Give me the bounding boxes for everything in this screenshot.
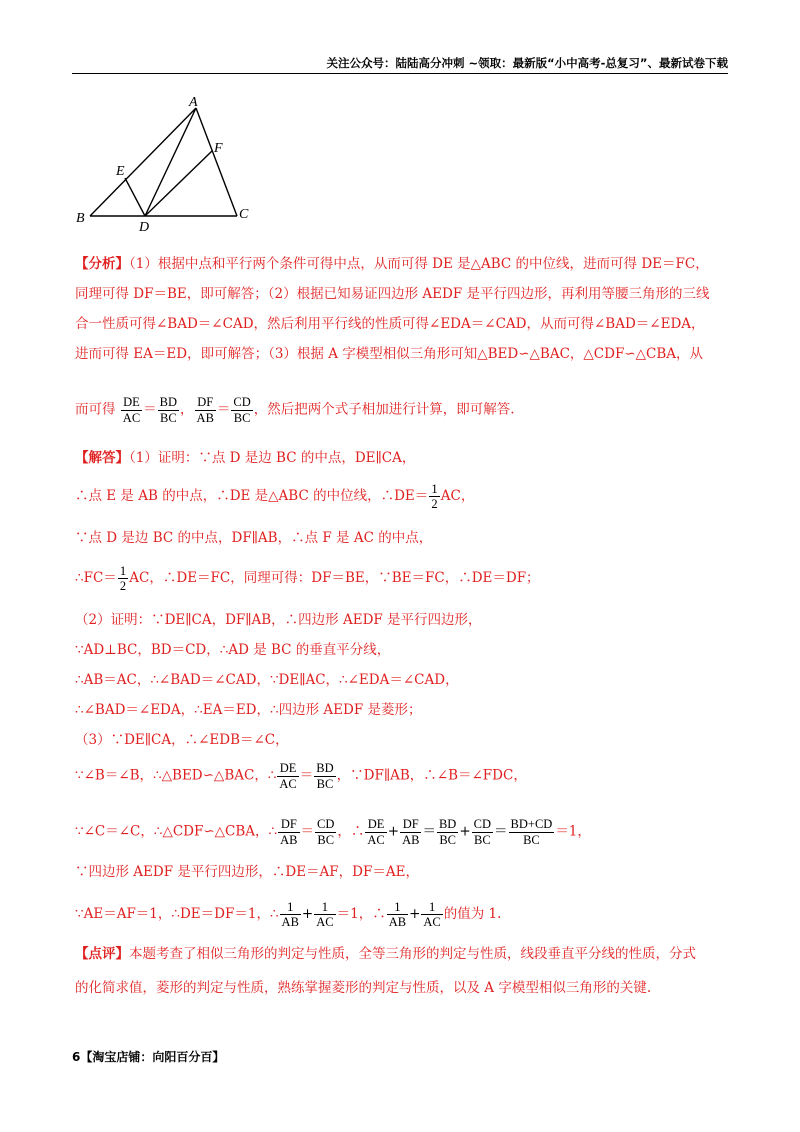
- answer-line-2: [75, 482, 474, 511]
- fraction-bd-bc: $\frac{BD}{BC}$: [438, 817, 457, 847]
- answer-text-11b: ，∴: [337, 823, 365, 840]
- fraction-cd-bc: $\frac{CD}{BC}$: [317, 817, 335, 847]
- analysis-text-5a: 而可得: [75, 401, 116, 418]
- analysis-line-1: [75, 252, 709, 272]
- fraction-one-half: $\frac{1}{2}$: [119, 563, 127, 593]
- answer-text-4a: ∴FC＝: [75, 569, 117, 586]
- fraction-bd-bc: $\frac{BD}{BC}$: [159, 395, 178, 425]
- answer-line-8: ∴∠BAD＝∠EDA，∴EA＝ED，∴四边形 AEDF 是菱形；: [75, 702, 422, 718]
- answer-text-13b: ＝1，∴: [336, 905, 386, 922]
- equals-sign: ＝: [299, 767, 314, 784]
- comma: ，: [180, 401, 194, 418]
- segment-ad: [145, 108, 196, 216]
- plus-sign: +: [387, 823, 400, 840]
- fraction-1-ab: $\frac{1}{AB}$: [388, 899, 407, 929]
- comment-tag: 【点评】: [75, 946, 129, 962]
- label-f: F: [214, 141, 223, 156]
- label-c: C: [239, 207, 249, 222]
- answer-line-6: ∵AD⊥BC，BD＝CD，∴AD 是 BC 的垂直平分线，: [75, 642, 391, 658]
- answer-text-2b: AC，: [440, 487, 475, 504]
- answer-text-11c: ＝1，: [555, 823, 591, 840]
- answer-tag: 【解答】: [75, 450, 129, 466]
- fraction-de-ac: $\frac{DE}{AC}$: [367, 817, 385, 847]
- plus-sign: +: [409, 905, 421, 922]
- answer-line-5: （2）证明：∵DE∥CA，DF∥AB，∴四边形 AEDF 是平行四边形，: [75, 612, 482, 628]
- answer-line-7: ∴AB＝AC，∴∠BAD＝∠CAD，∵DE∥AC，∴∠EDA＝∠CAD，: [75, 672, 459, 688]
- answer-line-3: ∵点 D 是边 BC 的中点，DF∥AB，∴点 F 是 AC 的中点，: [75, 530, 433, 546]
- analysis-tag: 【分析】: [75, 256, 129, 272]
- triangle-diagram: [72, 95, 262, 235]
- analysis-text-5b: ，然后把两个式子相加进行计算，即可解答.: [253, 401, 515, 418]
- answer-text-11a: ∵∠C＝∠C，∴△CDF∽△CBA，∴: [75, 823, 278, 840]
- fraction-1-ac: $\frac{1}{AC}$: [316, 899, 334, 929]
- equals-sign: ＝: [216, 401, 231, 418]
- fraction-cd-bc: $\frac{CD}{BC}$: [233, 395, 251, 425]
- label-d: D: [139, 220, 150, 235]
- comment-line-1: [75, 942, 696, 962]
- side-ac: [196, 108, 237, 216]
- segment-de: [125, 178, 145, 216]
- fraction-one-half: $\frac{1}{2}$: [431, 481, 438, 511]
- fraction-1-ab: $\frac{1}{AB}$: [281, 899, 299, 929]
- answer-line-4: [75, 564, 540, 593]
- comment-text-1: 本题考查了相似三角形的判定与性质，全等三角形的判定与性质，线段垂直平分线的性质，分式: [129, 946, 696, 962]
- fraction-bdcd-bc: $\frac{BD+CD}{BC}$: [510, 817, 553, 847]
- fraction-bd-bc: $\frac{BD}{BC}$: [316, 761, 334, 791]
- side-ab: [90, 108, 196, 216]
- answer-text-13a: ∵AE＝AF＝1，∴DE＝DF＝1，∴: [75, 905, 279, 922]
- answer-line-12: ∵四边形 AEDF 是平行四边形，∴DE＝AF，DF＝AE，: [75, 864, 419, 880]
- fraction-df-ab: $\frac{DF}{AB}$: [196, 395, 214, 425]
- fraction-de-ac: $\frac{DE}{AC}$: [279, 761, 297, 791]
- fraction-df-ab: $\frac{DF}{AB}$: [280, 817, 298, 847]
- answer-text-13c: 的值为 1.: [443, 905, 502, 922]
- answer-text-4: AC，∴DE＝FC，同理可得：DF＝BE，∵BE＝FC，∴DE＝DF；: [129, 569, 540, 586]
- label-b: B: [76, 211, 85, 226]
- answer-line-9: （3）∵DE∥CA，∴∠EDB＝∠C，: [75, 732, 289, 748]
- fraction-de-ac: $\frac{DE}{AC}$: [122, 395, 141, 425]
- answer-line-13: [75, 900, 501, 929]
- label-a: A: [189, 95, 198, 110]
- segment-df: [145, 151, 212, 216]
- equals-sign: ＝: [422, 823, 436, 840]
- analysis-line-5: [75, 396, 515, 424]
- answer-line-10: [75, 762, 527, 790]
- equals-sign: ＝: [494, 823, 508, 840]
- answer-line-11: [75, 818, 591, 846]
- analysis-line-2: 同理可得 DF＝BE，即可解答；（2）根据已知易证四边形 AEDF 是平行四边形，再利用等腰三角形的三线: [75, 286, 710, 302]
- analysis-text-1: （1）根据中点和平行两个条件可得中点，从而可得 DE 是△ABC 的中位线，进而可得 DE＝FC，: [129, 256, 709, 272]
- plus-sign: +: [301, 905, 314, 922]
- equals-sign: ＝: [143, 401, 157, 418]
- analysis-line-3: 合一性质可得∠BAD＝∠CAD，然后利用平行线的性质可得∠EDA＝∠CAD，从而可得∠BAD＝∠EDA，: [75, 316, 705, 332]
- answer-line-1: [75, 446, 415, 466]
- answer-text-10b: ，∵DF∥AB，∴∠B＝∠FDC，: [336, 767, 527, 784]
- label-e: E: [116, 164, 125, 179]
- page-header: 关注公众号：陆陆高分冲刺 ~领取：最新版“小中高考-总复习”、最新试卷下载: [72, 55, 728, 74]
- geometry-figure: [72, 95, 262, 235]
- fraction-1-ac: $\frac{1}{AC}$: [423, 899, 441, 929]
- answer-text-10a: ∵∠B＝∠B，∴△BED∽△BAC，∴: [75, 767, 277, 784]
- answer-text-1: （1）证明：∵点 D 是边 BC 的中点，DE∥CA，: [129, 450, 416, 466]
- analysis-line-4: 进而可得 EA＝ED，即可解答；（3）根据 A 字模型相似三角形可知△BED∽△BAC，△CDF∽△CBA，从: [75, 346, 704, 362]
- equals-sign: ＝: [300, 823, 315, 840]
- page-footer: [72, 1048, 224, 1065]
- plus-sign: +: [459, 823, 471, 840]
- comment-line-2: 的化简求值，菱形的判定与性质，熟练掌握菱形的判定与性质，以及 A 字模型相似三角形的关键.: [75, 980, 652, 996]
- answer-text-2: ∴点 E 是 AB 的中点，∴DE 是△ABC 的中位线，∴DE＝: [75, 487, 429, 504]
- footer-text: 【淘宝店铺：向阳百分百】: [80, 1050, 225, 1064]
- fraction-df-ab: $\frac{DF}{AB}$: [402, 817, 420, 847]
- fraction-cd-bc: $\frac{CD}{BC}$: [473, 817, 492, 847]
- page-number: 6: [72, 1050, 81, 1064]
